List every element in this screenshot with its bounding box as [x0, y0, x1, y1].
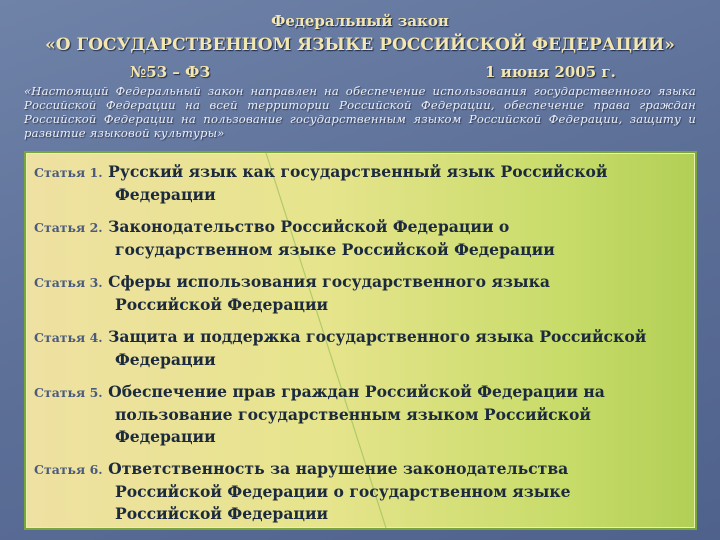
article-title-cont: Федерации [115, 427, 216, 446]
article-title-cont: пользование государственным языком Российской [115, 405, 591, 424]
article-5 [34, 381, 689, 448]
article-title: Сферы использования государственного языка [108, 272, 550, 291]
article-4 [34, 326, 689, 371]
article-title-cont: Федерации [115, 185, 216, 204]
article-number: Статья 1. [34, 165, 103, 180]
article-number: Статья 6. [34, 462, 103, 477]
article-1 [34, 161, 689, 206]
article-title-cont: Российской Федерации [115, 295, 329, 314]
article-title-cont: Федерации [115, 350, 216, 369]
article-number: Статья 3. [34, 275, 103, 290]
article-title-cont: Российской Федерации о государственном языке [115, 482, 571, 501]
article-3 [34, 271, 689, 316]
article-6 [34, 458, 689, 525]
article-title-cont: Российской Федерации [115, 504, 329, 523]
article-2 [34, 216, 689, 261]
article-title: Ответственность за нарушение законодательства [108, 459, 569, 478]
article-number: Статья 2. [34, 220, 103, 235]
law-preamble: «Настоящий Федеральный закон направлен на обеспечение использования государственного языка Российской Федерации на всей территории Российской Федерации, обеспечение права граждан Российской Федерации на пользование государственным языком Российской Федерации, защиту и развитие языковой культуры» [24, 84, 696, 140]
article-title-cont: государственном языке Российской Федерации [115, 240, 555, 259]
slide-header [0, 10, 720, 58]
article-title: Русский язык как государственный язык Российской [108, 162, 608, 181]
law-type: Федеральный закон [271, 12, 449, 30]
article-title: Обеспечение прав граждан Российской Федерации на [108, 382, 605, 401]
article-title: Защита и поддержка государственного языка Российской [108, 327, 647, 346]
law-title: «О ГОСУДАРСТВЕННОМ ЯЗЫКЕ РОССИЙСКОЙ ФЕДЕРАЦИИ» [45, 35, 675, 55]
article-number: Статья 4. [34, 330, 103, 345]
law-date: 1 июня 2005 г. [485, 63, 616, 81]
law-number: №53 – ФЗ [130, 63, 211, 81]
articles-panel [24, 151, 697, 530]
article-number: Статья 5. [34, 385, 103, 400]
article-title: Законодательство Российской Федерации о [108, 217, 510, 236]
